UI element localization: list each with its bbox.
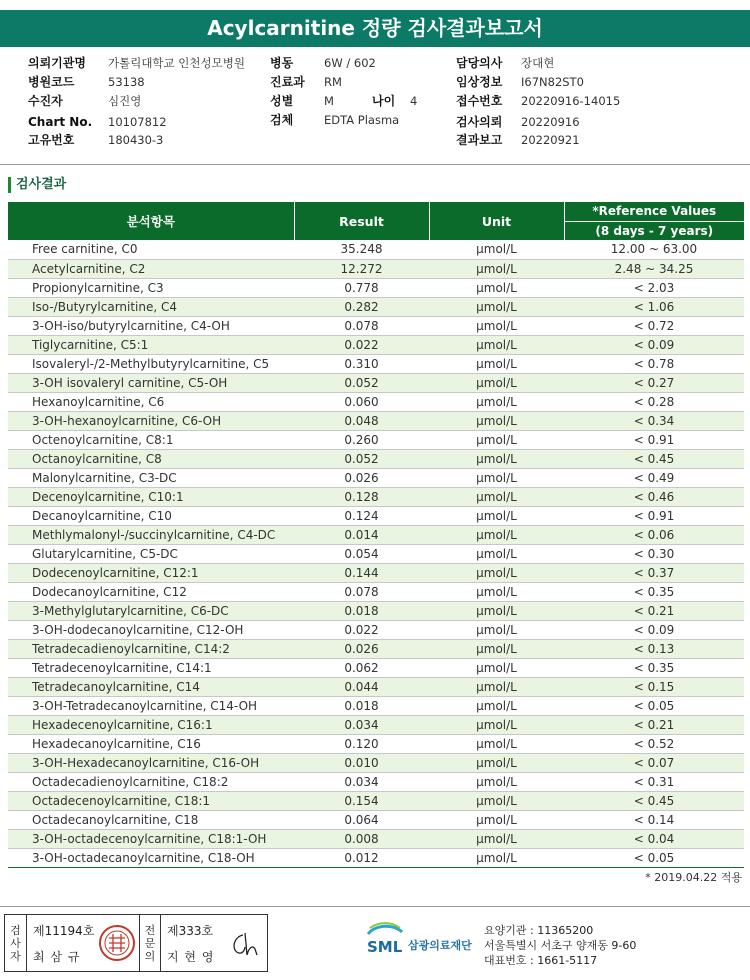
unique-no-value: 180430-3	[108, 133, 164, 147]
unit-value: μmol/L	[429, 411, 564, 430]
lab-info	[484, 923, 636, 968]
reference-value: < 0.28	[564, 392, 744, 411]
reference-value: < 0.05	[564, 696, 744, 715]
reference-value: < 0.07	[564, 753, 744, 772]
unit-value: μmol/L	[429, 829, 564, 848]
reference-value: < 0.45	[564, 791, 744, 810]
result-value: 0.014	[294, 525, 429, 544]
table-row	[8, 354, 744, 373]
reference-value: < 0.37	[564, 563, 744, 582]
reference-value: < 0.13	[564, 639, 744, 658]
age-value: 4	[410, 94, 418, 108]
analyte-name: Iso-/Butyrylcarnitine, C4	[8, 297, 294, 316]
analyte-name: Malonylcarnitine, C3-DC	[8, 468, 294, 487]
header-unit: Unit	[429, 202, 564, 240]
analyte-name: 3-OH isovaleryl carnitine, C5-OH	[8, 373, 294, 392]
result-value: 0.018	[294, 601, 429, 620]
table-row	[8, 373, 744, 392]
result-value: 0.048	[294, 411, 429, 430]
lab-phone: 대표번호 : 1661-5117	[484, 954, 598, 967]
analyte-name: Hexadecanoylcarnitine, C16	[8, 734, 294, 753]
table-row	[8, 715, 744, 734]
specimen-value: EDTA Plasma	[324, 113, 400, 127]
table-row	[8, 259, 744, 278]
table-row	[8, 392, 744, 411]
footnote: * 2019.04.22 적용	[645, 871, 742, 884]
request-value: 20220916	[521, 115, 580, 129]
tester-license: 제11194호	[33, 924, 95, 938]
result-value: 0.034	[294, 715, 429, 734]
unit-value: μmol/L	[429, 582, 564, 601]
result-value: 12.272	[294, 259, 429, 278]
analyte-name: Free carnitine, C0	[8, 240, 294, 259]
unique-no-label: 고유번호	[28, 133, 75, 147]
unit-value: μmol/L	[429, 392, 564, 411]
hospital-code-value: 53138	[108, 75, 145, 89]
lab-name: 삼광의료재단	[408, 939, 472, 952]
result-value: 0.026	[294, 639, 429, 658]
analyte-name: Octadecanoylcarnitine, C18	[8, 810, 294, 829]
table-row	[8, 297, 744, 316]
analyte-name: 3-Methylglutarylcarnitine, C6-DC	[8, 601, 294, 620]
reference-value: 2.48 ~ 34.25	[564, 259, 744, 278]
table-row	[8, 411, 744, 430]
result-value: 0.034	[294, 772, 429, 791]
unit-value: μmol/L	[429, 677, 564, 696]
clinical-value: I67N82ST0	[521, 75, 584, 89]
table-row	[8, 430, 744, 449]
analyte-name: 3-OH-octadecanoylcarnitine, C18-OH	[8, 848, 294, 867]
unit-value: μmol/L	[429, 259, 564, 278]
reference-value: < 0.34	[564, 411, 744, 430]
doctor-label: 담당의사	[456, 56, 503, 70]
section-title: 검사결과	[8, 176, 66, 194]
reference-value: < 0.72	[564, 316, 744, 335]
result-value: 0.144	[294, 563, 429, 582]
reference-value: < 0.06	[564, 525, 744, 544]
unit-value: μmol/L	[429, 449, 564, 468]
ward-label: 병동	[270, 56, 294, 70]
reference-value: < 0.14	[564, 810, 744, 829]
table-row	[8, 601, 744, 620]
institution-value: 가톨릭대학교 인천성모병원	[108, 56, 245, 70]
table-row	[8, 772, 744, 791]
institution-label: 의뢰기관명	[28, 56, 86, 70]
analyte-name: Octenoylcarnitine, C8:1	[8, 430, 294, 449]
reference-value: < 0.35	[564, 582, 744, 601]
sex-value: M	[324, 94, 334, 108]
reference-value: < 0.31	[564, 772, 744, 791]
chart-no-value: 10107812	[108, 115, 167, 129]
table-row	[8, 468, 744, 487]
table-row	[8, 829, 744, 848]
table-row	[8, 525, 744, 544]
specialist-name: 지 현 영	[167, 950, 215, 964]
unit-value: μmol/L	[429, 430, 564, 449]
report-date-value: 20220921	[521, 133, 580, 147]
unit-value: μmol/L	[429, 487, 564, 506]
unit-value: μmol/L	[429, 601, 564, 620]
unit-value: μmol/L	[429, 278, 564, 297]
table-row	[8, 696, 744, 715]
unit-value: μmol/L	[429, 563, 564, 582]
result-value: 0.008	[294, 829, 429, 848]
analyte-name: Acetylcarnitine, C2	[8, 259, 294, 278]
table-row	[8, 563, 744, 582]
analyte-name: Decenoylcarnitine, C10:1	[8, 487, 294, 506]
analyte-name: Tetradecanoylcarnitine, C14	[8, 677, 294, 696]
result-value: 0.128	[294, 487, 429, 506]
unit-value: μmol/L	[429, 240, 564, 259]
result-value: 0.010	[294, 753, 429, 772]
result-value: 0.310	[294, 354, 429, 373]
tester-name: 최 삼 규	[33, 950, 81, 964]
result-value: 0.078	[294, 582, 429, 601]
hospital-code-label: 병원코드	[28, 75, 75, 89]
specialist-license: 제333호	[167, 924, 214, 938]
unit-value: μmol/L	[429, 316, 564, 335]
header-divider	[0, 164, 750, 165]
unit-value: μmol/L	[429, 525, 564, 544]
recipient-value: 심진영	[108, 94, 142, 108]
header-result: Result	[294, 202, 429, 240]
result-value: 0.052	[294, 373, 429, 392]
reference-value: < 0.45	[564, 449, 744, 468]
table-row	[8, 848, 744, 867]
result-value: 0.044	[294, 677, 429, 696]
specialist-label-text: 전 문 의	[144, 923, 156, 963]
analyte-name: Octadecadienoylcarnitine, C18:2	[8, 772, 294, 791]
analyte-name: Isovaleryl-/2-Methylbutyrylcarnitine, C5	[8, 354, 294, 373]
table-row	[8, 810, 744, 829]
unit-value: μmol/L	[429, 715, 564, 734]
analyte-name: Tetradecadienoylcarnitine, C14:2	[8, 639, 294, 658]
results-table	[8, 202, 744, 868]
table-row	[8, 658, 744, 677]
analyte-name: Octadecenoylcarnitine, C18:1	[8, 791, 294, 810]
care-institution: 요양기관 : 11365200	[484, 924, 594, 937]
unit-value: μmol/L	[429, 848, 564, 867]
reference-value: < 0.78	[564, 354, 744, 373]
result-value: 0.282	[294, 297, 429, 316]
analyte-name: 3-OH-octadecenoylcarnitine, C18:1-OH	[8, 829, 294, 848]
table-row	[8, 335, 744, 354]
reference-value: < 0.35	[564, 658, 744, 677]
dept-label: 진료과	[270, 75, 305, 89]
reference-value: < 0.21	[564, 715, 744, 734]
reference-value: < 0.27	[564, 373, 744, 392]
chart-no-label: Chart No.	[28, 115, 93, 129]
result-value: 0.064	[294, 810, 429, 829]
result-value: 0.018	[294, 696, 429, 715]
header-item: 분석항목	[8, 202, 294, 240]
table-row	[8, 449, 744, 468]
analyte-name: Decanoylcarnitine, C10	[8, 506, 294, 525]
lab-address: 서울특별시 서초구 양재동 9-60	[484, 939, 637, 952]
tester-label-text: 검 사 자	[10, 923, 21, 963]
unit-value: μmol/L	[429, 772, 564, 791]
request-label: 검사의뢰	[456, 115, 503, 129]
analyte-name: Dodecanoylcarnitine, C12	[8, 582, 294, 601]
table-row	[8, 639, 744, 658]
result-value: 0.062	[294, 658, 429, 677]
unit-value: μmol/L	[429, 620, 564, 639]
dept-value: RM	[324, 75, 342, 89]
logo-text: SML	[367, 938, 403, 956]
unit-value: μmol/L	[429, 354, 564, 373]
reference-value: < 0.05	[564, 848, 744, 867]
result-value: 0.054	[294, 544, 429, 563]
result-value: 0.124	[294, 506, 429, 525]
reference-value: < 0.04	[564, 829, 744, 848]
analyte-name: Dodecenoylcarnitine, C12:1	[8, 563, 294, 582]
reference-value: < 2.03	[564, 278, 744, 297]
unit-value: μmol/L	[429, 791, 564, 810]
doctor-value: 장대현	[521, 56, 555, 70]
report-title: Acylcarnitine 정량 검사결과보고서	[0, 10, 750, 47]
unit-value: μmol/L	[429, 544, 564, 563]
analyte-name: 3-OH-Tetradecanoylcarnitine, C14-OH	[8, 696, 294, 715]
table-row	[8, 753, 744, 772]
analyte-name: Tetradecenoylcarnitine, C14:1	[8, 658, 294, 677]
sml-logo	[366, 922, 478, 966]
table-row	[8, 544, 744, 563]
reference-value: < 0.91	[564, 506, 744, 525]
signature-box	[4, 914, 268, 972]
receipt-label: 접수번호	[456, 94, 503, 108]
unit-value: μmol/L	[429, 335, 564, 354]
reference-value: < 0.91	[564, 430, 744, 449]
reference-value: < 0.46	[564, 487, 744, 506]
table-row	[8, 487, 744, 506]
reference-value: < 1.06	[564, 297, 744, 316]
signature-icon	[227, 929, 263, 959]
result-value: 0.052	[294, 449, 429, 468]
unit-value: μmol/L	[429, 753, 564, 772]
age-label: 나이	[372, 94, 396, 108]
reference-value: < 0.15	[564, 677, 744, 696]
clinical-label: 임상정보	[456, 75, 503, 89]
analyte-name: Methlymalonyl-/succinylcarnitine, C4-DC	[8, 525, 294, 544]
result-value: 35.248	[294, 240, 429, 259]
specimen-label: 검체	[270, 113, 294, 127]
sml-logo-icon	[366, 922, 478, 962]
table-row	[8, 316, 744, 335]
analyte-name: Octanoylcarnitine, C8	[8, 449, 294, 468]
result-value: 0.778	[294, 278, 429, 297]
analyte-name: Hexanoylcarnitine, C6	[8, 392, 294, 411]
unit-value: μmol/L	[429, 373, 564, 392]
result-value: 0.022	[294, 620, 429, 639]
result-value: 0.120	[294, 734, 429, 753]
unit-value: μmol/L	[429, 810, 564, 829]
unit-value: μmol/L	[429, 658, 564, 677]
result-value: 0.154	[294, 791, 429, 810]
header-reference-range: (8 days - 7 years)	[564, 221, 744, 240]
analyte-name: 3-OH-iso/butyrylcarnitine, C4-OH	[8, 316, 294, 335]
table-row	[8, 734, 744, 753]
analyte-name: Propionylcarnitine, C3	[8, 278, 294, 297]
result-value: 0.026	[294, 468, 429, 487]
analyte-name: Glutarylcarnitine, C5-DC	[8, 544, 294, 563]
analyte-name: Hexadecenoylcarnitine, C16:1	[8, 715, 294, 734]
footer-divider	[0, 906, 750, 907]
reference-value: < 0.49	[564, 468, 744, 487]
header-reference: *Reference Values	[564, 202, 744, 221]
unit-value: μmol/L	[429, 639, 564, 658]
unit-value: μmol/L	[429, 468, 564, 487]
receipt-value: 20220916-14015	[521, 94, 621, 108]
result-value: 0.012	[294, 848, 429, 867]
result-value: 0.060	[294, 392, 429, 411]
analyte-name: 3-OH-Hexadecanoylcarnitine, C16-OH	[8, 753, 294, 772]
results-body	[8, 240, 744, 867]
table-row	[8, 791, 744, 810]
reference-value: < 0.21	[564, 601, 744, 620]
result-value: 0.260	[294, 430, 429, 449]
analyte-name: Tiglycarnitine, C5:1	[8, 335, 294, 354]
table-row	[8, 240, 744, 259]
unit-value: μmol/L	[429, 297, 564, 316]
unit-value: μmol/L	[429, 696, 564, 715]
reference-value: < 0.09	[564, 620, 744, 639]
analyte-name: 3-OH-dodecanoylcarnitine, C12-OH	[8, 620, 294, 639]
specialist-label	[139, 915, 161, 971]
unit-value: μmol/L	[429, 506, 564, 525]
table-row	[8, 677, 744, 696]
table-row	[8, 506, 744, 525]
ward-value: 6W / 602	[324, 56, 376, 70]
result-value: 0.078	[294, 316, 429, 335]
analyte-name: 3-OH-hexanoylcarnitine, C6-OH	[8, 411, 294, 430]
table-row	[8, 620, 744, 639]
recipient-label: 수진자	[28, 94, 63, 108]
reference-value: < 0.52	[564, 734, 744, 753]
reference-value: 12.00 ~ 63.00	[564, 240, 744, 259]
reference-value: < 0.09	[564, 335, 744, 354]
table-row	[8, 278, 744, 297]
tester-label	[5, 915, 27, 971]
reference-value: < 0.30	[564, 544, 744, 563]
seal-icon	[97, 923, 137, 963]
unit-value: μmol/L	[429, 734, 564, 753]
sex-label: 성별	[270, 94, 294, 108]
result-value: 0.022	[294, 335, 429, 354]
table-row	[8, 582, 744, 601]
report-date-label: 결과보고	[456, 133, 503, 147]
